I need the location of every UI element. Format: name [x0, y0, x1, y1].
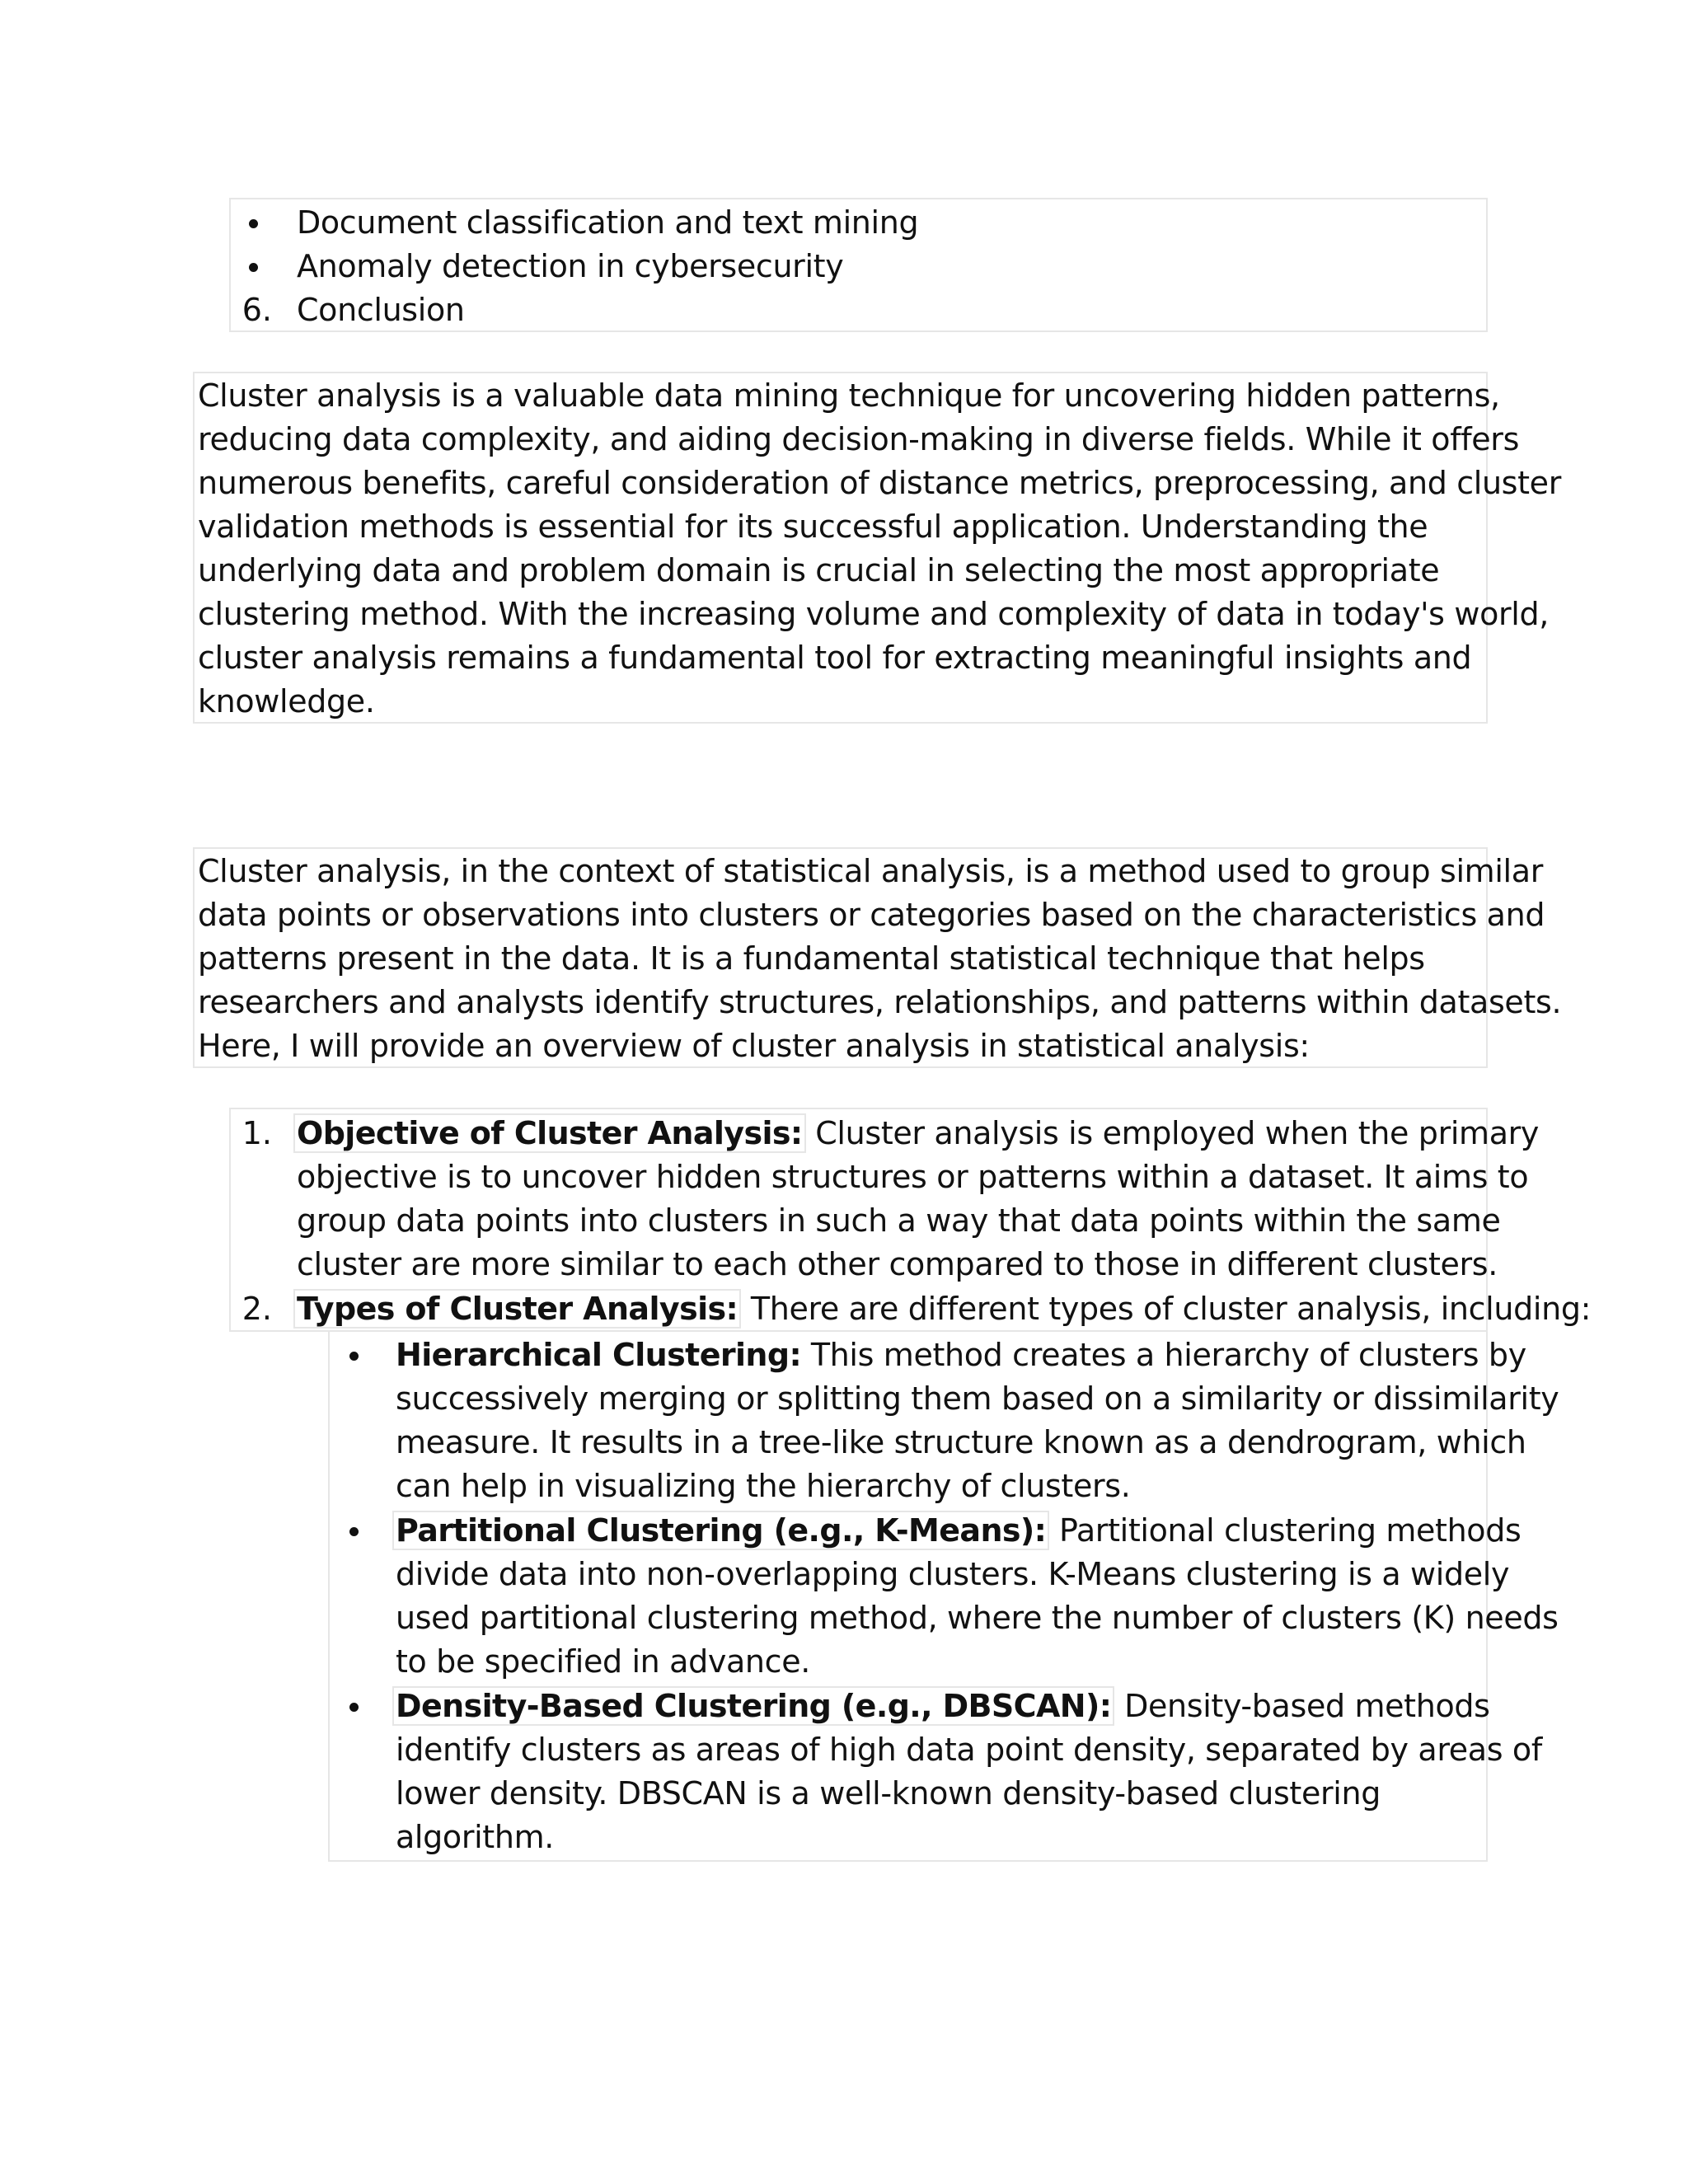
- list-item-first-line: [396, 1509, 1521, 1553]
- paragraph-line: patterns present in the data. It is a fundamental statistical technique that helps: [198, 940, 1425, 977]
- list-item-line: cluster are more similar to each other compared to those in different clusters.: [297, 1246, 1498, 1282]
- list-number: 2.: [241, 1291, 272, 1327]
- list-item-line: lower density. DBSCAN is a well-known density-based clustering: [396, 1775, 1381, 1811]
- paragraph-line: validation methods is essential for its successful application. Understanding the: [198, 509, 1428, 545]
- list-item-line: measure. It results in a tree-like structure known as a dendrogram, which: [396, 1424, 1526, 1460]
- item-title: Density-Based Clustering (e.g., DBSCAN):: [392, 1686, 1114, 1726]
- list-item-first-line: [396, 1685, 1490, 1728]
- item-title: Objective of Cluster Analysis:: [293, 1113, 806, 1153]
- list-item-line: group data points into clusters in such a way that data points within the same: [297, 1202, 1501, 1239]
- list-item-line: divide data into non-overlapping clusters. K-Means clustering is a widely: [396, 1556, 1510, 1592]
- item-text: There are different types of cluster analysis, including:: [741, 1291, 1592, 1327]
- paragraph-line: numerous benefits, careful consideration of distance metrics, preprocessing, and cluster: [198, 465, 1561, 501]
- paragraph-line: cluster analysis remains a fundamental tool for extracting meaningful insights and: [198, 640, 1472, 676]
- paragraph-line: Here, I will provide an overview of cluster analysis in statistical analysis:: [198, 1028, 1310, 1064]
- list-item-line: can help in visualizing the hierarchy of clusters.: [396, 1468, 1131, 1504]
- list-item-first-line: [297, 1112, 1539, 1155]
- item-text: Density-based methods: [1114, 1688, 1490, 1724]
- list-item: Anomaly detection in cybersecurity: [297, 248, 844, 284]
- list-item-first-line: [297, 1287, 1591, 1331]
- bullet-icon: [249, 263, 258, 272]
- item-title: Hierarchical Clustering:: [396, 1337, 802, 1373]
- list-item: Conclusion: [297, 292, 465, 328]
- paragraph-line: researchers and analysts identify structures, relationships, and patterns within datasets.: [198, 984, 1562, 1020]
- list-item-line: successively merging or splitting them based on a similarity or dissimilarity: [396, 1380, 1559, 1417]
- list-number: 1.: [241, 1115, 272, 1151]
- paragraph-line: knowledge.: [198, 683, 375, 719]
- list-item-line: used partitional clustering method, where the number of clusters (K) needs: [396, 1600, 1559, 1636]
- bullet-icon: [249, 219, 258, 228]
- paragraph-line: Cluster analysis, in the context of statistical analysis, is a method used to group similar: [198, 853, 1543, 889]
- paragraph-line: data points or observations into clusters or categories based on the characteristics and: [198, 897, 1545, 933]
- paragraph-line: reducing data complexity, and aiding decision-making in diverse fields. While it offers: [198, 421, 1520, 457]
- paragraph-line: underlying data and problem domain is crucial in selecting the most appropriate: [198, 552, 1440, 588]
- item-text: This method creates a hierarchy of clusters by: [801, 1337, 1526, 1373]
- item-title: Partitional Clustering (e.g., K-Means):: [392, 1511, 1049, 1550]
- paragraph-line: clustering method. With the increasing volume and complexity of data in today's world,: [198, 596, 1549, 632]
- bullet-icon: [349, 1352, 359, 1361]
- list-item-line: objective is to uncover hidden structures or patterns within a dataset. It aims to: [297, 1159, 1529, 1195]
- list-item-line: algorithm.: [396, 1819, 554, 1855]
- list-item-first-line: [396, 1333, 1526, 1377]
- list-item-line: to be specified in advance.: [396, 1643, 810, 1680]
- paragraph-line: Cluster analysis is a valuable data mining technique for uncovering hidden patterns,: [198, 377, 1500, 414]
- item-text: Partitional clustering methods: [1049, 1512, 1522, 1549]
- list-item-line: identify clusters as areas of high data point density, separated by areas of: [396, 1732, 1542, 1768]
- list-item: Document classification and text mining: [297, 204, 919, 241]
- bullet-icon: [349, 1527, 359, 1536]
- item-title: Types of Cluster Analysis:: [293, 1289, 741, 1329]
- item-text: Cluster analysis is employed when the primary: [805, 1115, 1540, 1151]
- list-number: 6.: [241, 292, 272, 328]
- bullet-icon: [349, 1703, 359, 1712]
